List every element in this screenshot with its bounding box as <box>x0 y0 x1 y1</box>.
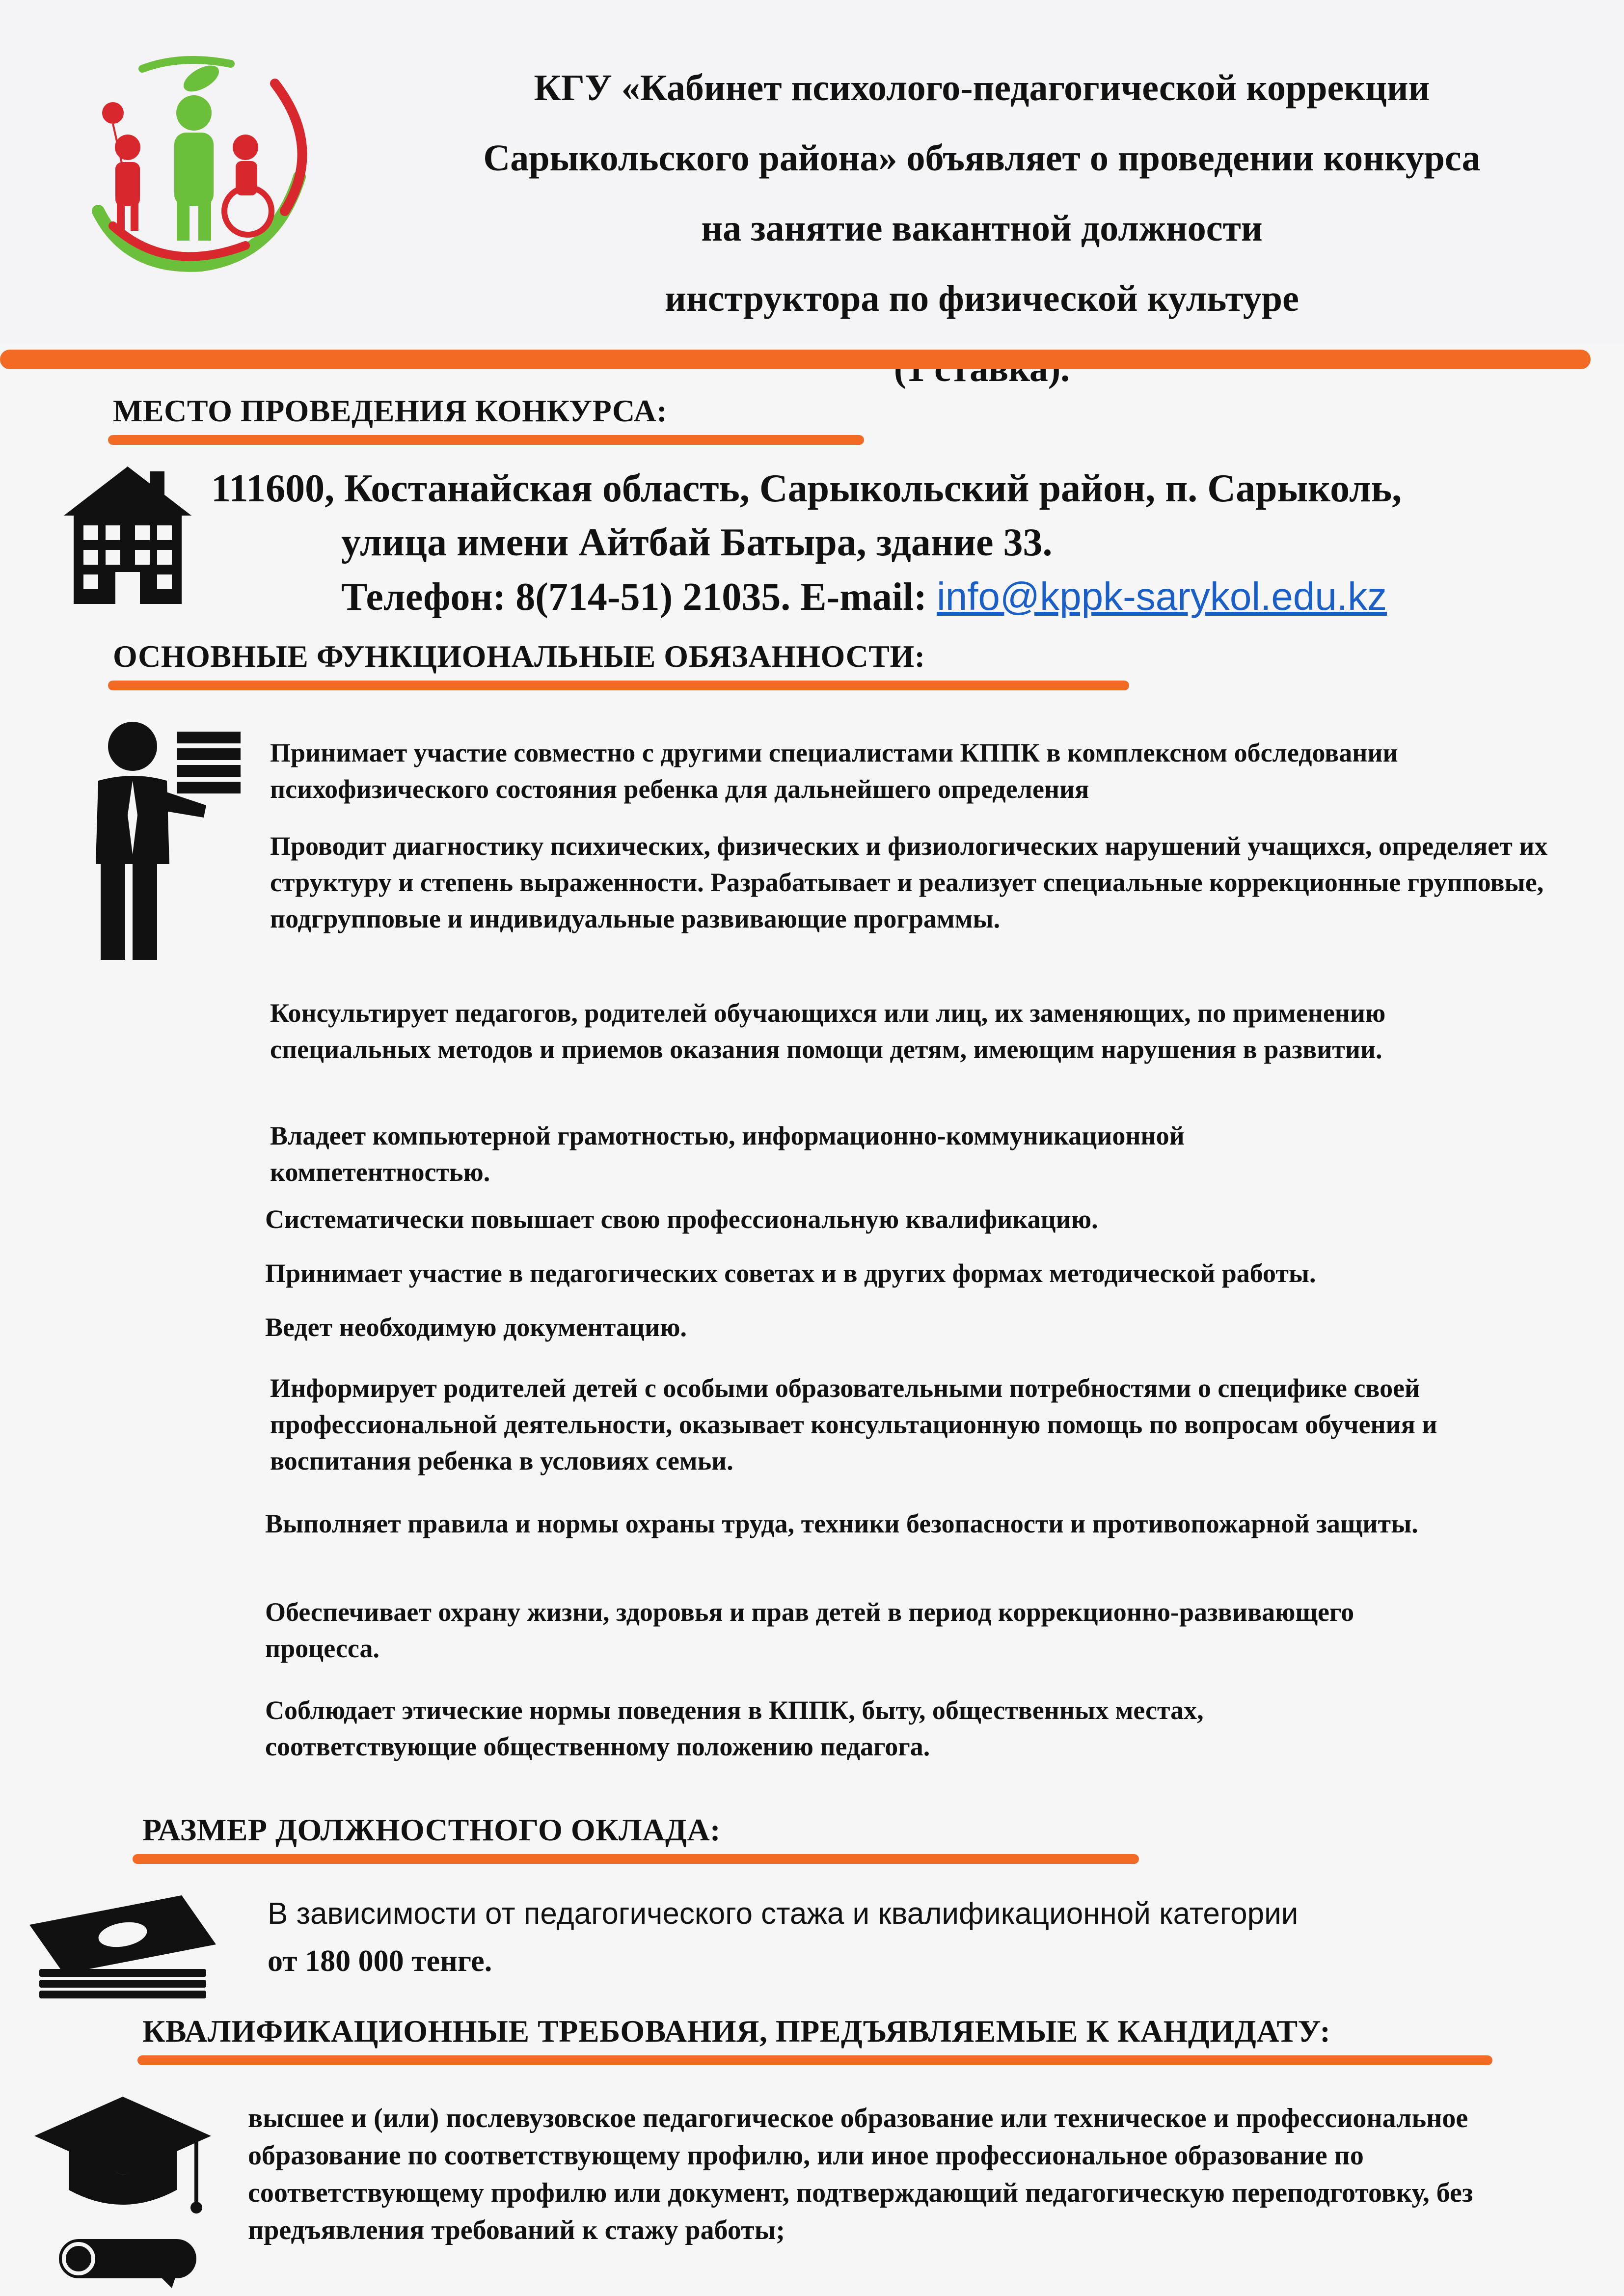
location-heading: МЕСТО ПРОВЕДЕНИЯ КОНКУРСА: <box>113 393 667 428</box>
address-line-2: улица имени Айтбай Батыра, здание 33. <box>341 521 1053 564</box>
duty-item-6: Принимает участие в педагогических советах и в других формах методической работы. <box>265 1258 1316 1288</box>
presenter-icon <box>79 717 245 962</box>
salary-block <box>268 1890 1593 1985</box>
contact-line <box>211 570 1402 624</box>
duty-item-4: Владеет компьютерной грамотностью, информационно-коммуникационной компетентностью. <box>270 1121 1185 1187</box>
duties-heading-underline <box>108 681 1129 690</box>
duty-item-2: Проводит диагностику психических, физических и физиологических нарушений учащихся, определяет их структуру и степень выраженности. Разрабатывает и реализует специальные коррекционные групповые, подгрупповые и индивидуальные развивающие программы. <box>270 831 1548 933</box>
requirements-heading: КВАЛИФИКАЦИОННЫЕ ТРЕБОВАНИЯ, ПРЕДЪЯВЛЯЕМЫЕ К КАНДИДАТУ: <box>142 2014 1331 2049</box>
duty-item-9: Выполняет правила и нормы охраны труда, техники безопасности и противопожарной защиты. <box>265 1509 1418 1538</box>
email-link[interactable]: info@kppk-sarykol.edu.kz <box>936 574 1387 618</box>
address-block <box>211 462 1402 624</box>
duty-item-3: Консультирует педагогов, родителей обучающихся или лиц, их заменяющих, по применению специальных методов и приемов оказания помощи детям, имеющим нарушения в развитии. <box>270 998 1386 1064</box>
salary-amount: от 180 000 тенге. <box>268 1944 492 1978</box>
logo-family-wheelchair-icon <box>69 49 324 280</box>
duty-item-1: Принимает участие совместно с другими специалистами КППК в комплексном обследовании психофизического состояния ребенка для дальнейшего определения <box>270 738 1398 804</box>
page-title: КГУ «Кабинет психолого-педагогической коррекции Сарыкольского района» объявляет о проведении конкурса на занятие вакантной должности инструктора по физической культуре <box>483 67 1481 319</box>
location-heading-underline <box>108 435 864 445</box>
duties-heading: ОСНОВНЫЕ ФУНКЦИОНАЛЬНЫЕ ОБЯЗАННОСТИ: <box>113 639 925 674</box>
duty-item-5: Систематически повышает свою профессиональную квалификацию. <box>265 1204 1098 1234</box>
building-icon <box>54 462 201 609</box>
requirements-heading-underline <box>137 2055 1492 2065</box>
salary-heading: РАЗМЕР ДОЛЖНОСТНОГО ОКЛАДА: <box>142 1812 721 1847</box>
salary-heading-underline <box>133 1854 1139 1864</box>
duty-item-10: Обеспечивает охрану жизни, здоровья и прав детей в период коррекционно-развивающего процесса. <box>265 1597 1354 1663</box>
address-line-1: 111600, Костанайская область, Сарыкольский район, п. Сарыколь, <box>211 467 1402 510</box>
duty-item-11: Соблюдает этические нормы поведения в КППК, быту, общественных местах, соответствующие общественному положению педагога. <box>265 1695 1204 1761</box>
duty-item-8: Информирует родителей детей с особыми образовательными потребностями о специфике своей профессиональной деятельности, оказывает консультационную помощь по вопросам обучения и воспитания ребенка в условиях семьи. <box>270 1373 1437 1476</box>
graduation-cap-icon <box>29 2092 216 2288</box>
duty-item-7: Ведет необходимую документацию. <box>265 1312 687 1342</box>
header-divider <box>0 350 1591 369</box>
requirements-text: высшее и (или) послевузовское педагогическое образование или техническое и профессиональное образование по соответствующему профилю, или иное профессиональное образование по соответствующему профилю или документ, подтверждающий педагогическую переподготовку, без предъявления требований к стажу работы; <box>248 2103 1473 2245</box>
salary-description: В зависимости от педагогического стажа и квалификационной категории <box>268 1897 1299 1931</box>
phone-text: Телефон: 8(714-51) 21035. E-mail: <box>341 575 937 619</box>
money-stack-icon <box>20 1886 226 2003</box>
